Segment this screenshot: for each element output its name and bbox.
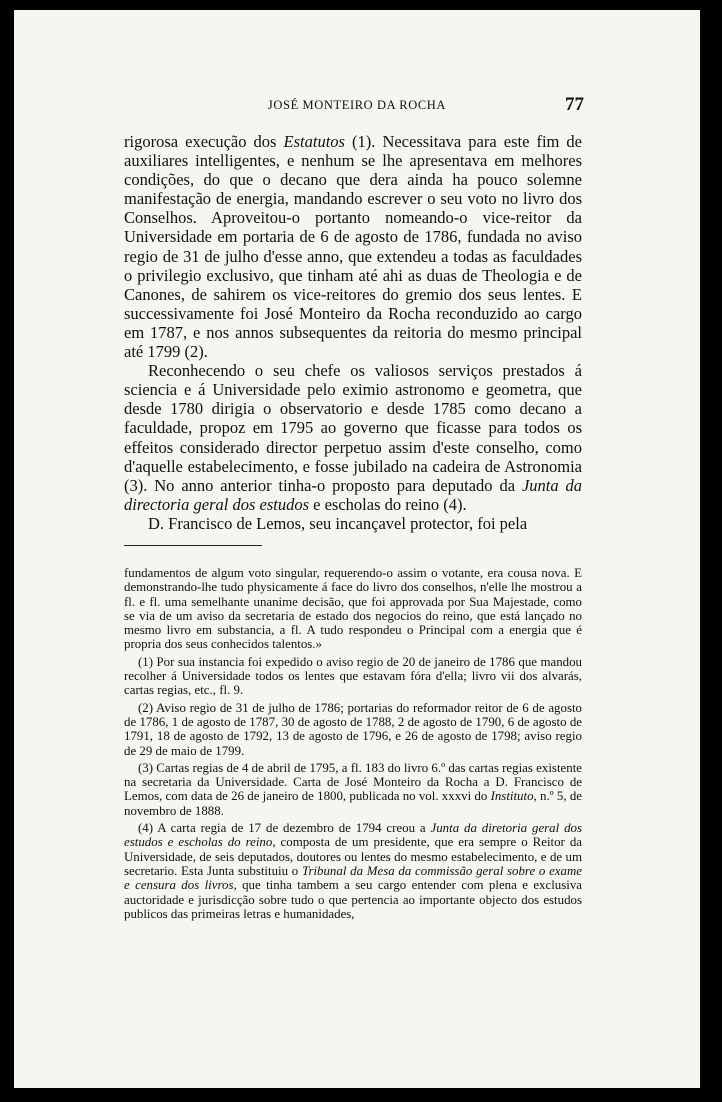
main-text <box>124 132 582 533</box>
footnote-2: (2) Aviso regio de 31 de julho de 1786; portarias do reformador reitor de 6 de agosto de 1786, 1 de agosto de 1787, 30 de agosto de 1788, 2 de agosto de 1790, 6 de agosto de 1791, 18 de agosto de 1792, 13 de agosto de 1796, e 26 de agosto de 1798; aviso regio de 29 de maio de 1799. <box>124 700 582 758</box>
book-page <box>14 10 700 1088</box>
text-run: rigorosa execução dos <box>124 132 284 151</box>
footnote-1: (1) Por sua instancia foi expedido o aviso regio de 20 de janeiro de 1786 que mandou recolher á Universidade todos os lentes que estavam fóra d'ella; livro vii dos alvarás, cartas regias, etc., fl. 9. <box>124 654 582 698</box>
italic-instituto: Instituto <box>490 789 534 804</box>
italic-tribunal-title: Tribunal da Mesa da commissão geral sobre o exame e censura dos livros <box>124 863 583 893</box>
paragraph-3: D. Francisco de Lemos, seu incançavel protector, foi pela <box>148 513 528 533</box>
footnote-separator <box>124 545 262 546</box>
footnotes <box>124 566 582 921</box>
italic-junta: Junta da directoria geral dos estudos <box>124 475 582 514</box>
footnote-3 <box>124 761 582 818</box>
footnote-continuation: fundamentos de algum voto singular, requerendo-o assim o votante, era cousa nova. E demonstrando-lhe tudo physicamente á face do livro dos conselhos, n'elle lhe mostrou a fl. e fl. uma semelhante unanime decisão, que foi approvada por Sua Majestade, como se via de um aviso da secretaria de estado dos negocios do reino, que está lançado no mesmo livro em substancia, a fl. A tudo respondeu o Principal com a energia que é propria dos seus conhecidos talentos.» <box>124 566 582 652</box>
text-run: , que tinha tambem a seu cargo entender com plena e exclusiva auctoridade e jurisdicção sobre tudo o que pertencia ao importante objecto dos estudos publicos das primeiras letras e humanidades, <box>124 878 583 921</box>
text-run: , n.º 5, de novembro de 1888. <box>124 789 583 818</box>
running-title: JOSÉ MONTEIRO DA ROCHA <box>267 98 447 112</box>
footnote-4 <box>124 821 582 921</box>
paragraph-2 <box>124 361 582 514</box>
text-run: (3) Cartas regias de 4 de abril de 1795, a fl. 183 do livro 6.º das cartas regias existente na secretaria da Universidade. Carta de José Monteiro da Rocha a D. Francisco de Lemos, com data de 26 de janeiro de 1800, publicada no vol. xxxvi do <box>124 760 582 804</box>
italic-junta-title: Junta da diretoria geral dos estudos e escholas do reino <box>124 821 582 850</box>
page-number: 77 <box>565 94 584 115</box>
text-run: Reconhecendo o seu chefe os valiosos serviços prestados á sciencia e á Universidade pelo eximio astronomo e geometra, que desde 1780 dirigia o observatorio e desde 1785 como decano a faculdade, propoz em 1795 ao governo que ficasse para todos os effeitos considerado director perpetuo assim d'este conselho, como d'aquelle estabelecimento, e fosse jubilado na cadeira de Astronomia (3). No anno anterior tinha-o proposto para deputado da <box>124 361 582 495</box>
page-header <box>14 94 700 118</box>
paragraph-1 <box>124 132 582 361</box>
text-run: , composta de um presidente, que era sempre o Reitor da Universidade, de seis deputados, doutores ou lentes do mesmo estabelecimento, e de um secretario. Esta Junta substituiu o <box>124 835 582 878</box>
text-run: (1). Necessitava para este fim de auxiliares intelligentes, e nenhum se lhe apresentava em melhores condições, do que o decano que dera ainda ha pouco solemne manifestação de energia, mandando escrever o seu voto no livro dos Conselhos. Aproveitou-o portanto nomeando-o vice-reitor da Universidade em portaria de 6 de agosto de 1786, fundada no aviso regio de 31 de julho d'esse anno, que extendeu a todas as faculdades o privilegio exclusivo, que tinham até ahi as duas de Theologia e de Canones, de sahirem os vice-reitores do gremio dos seus lentes. E successivamente foi José Monteiro da Rocha reconduzido ao cargo em 1787, e nos annos subsequentes da reitoria do mesmo principal até 1799 (2). <box>124 132 582 362</box>
italic-title-estatutos: Estatutos <box>283 132 345 151</box>
text-run: e escholas do reino (4). <box>309 494 467 514</box>
text-run: (4) A carta regia de 17 de dezembro de 1794 creou a <box>138 821 431 836</box>
